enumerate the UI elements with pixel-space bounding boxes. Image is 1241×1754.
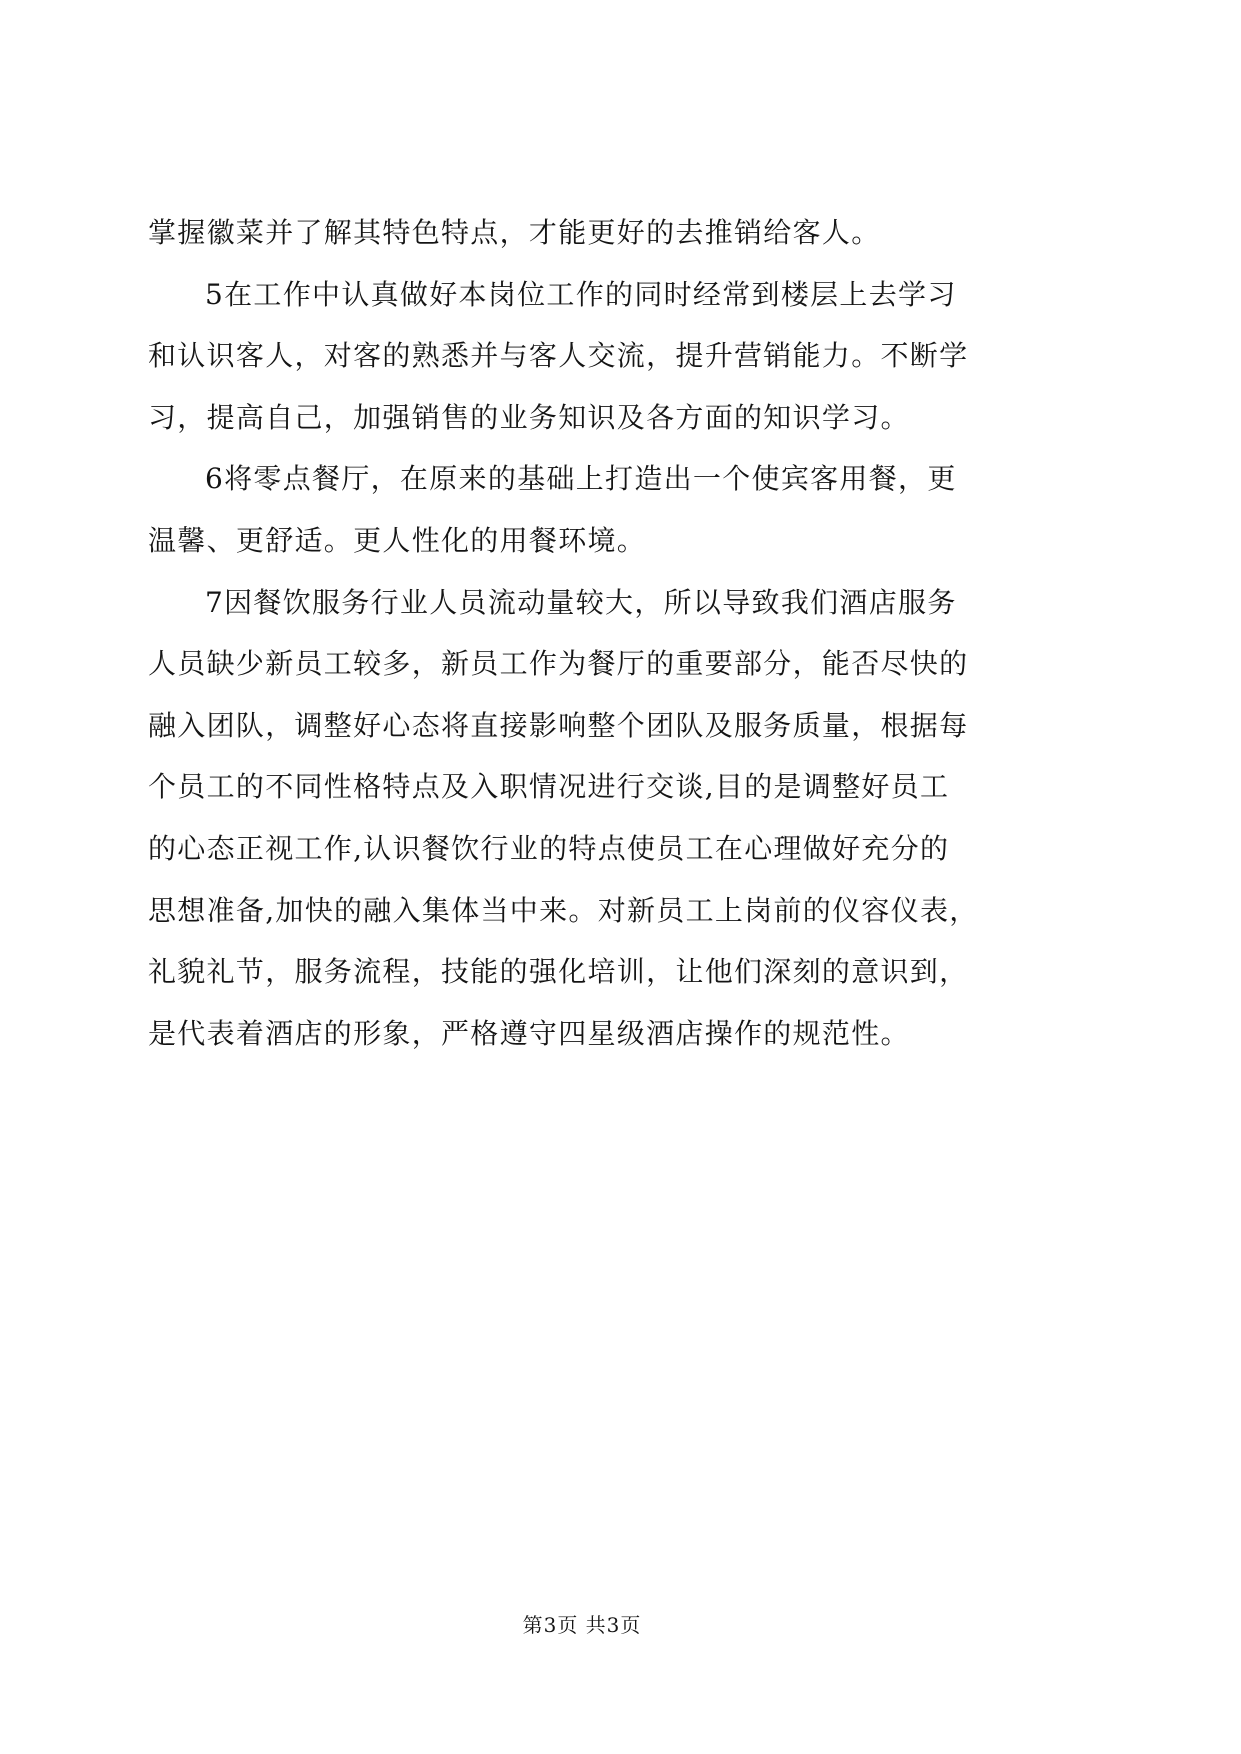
- body-text-line: 思想准备,加快的融入集体当中来。对新员工上岗前的仪容仪表，: [148, 893, 979, 927]
- paragraph-item-7: [148, 572, 1008, 1065]
- body-text-line: 温馨、更舒适。更人性化的用餐环境。: [148, 523, 647, 557]
- body-text-line: 礼貌礼节，服务流程，技能的强化培训，让他们深刻的意识到，: [148, 955, 969, 989]
- body-text-line: 掌握徽菜并了解其特色特点，才能更好的去推销给客人。: [148, 216, 881, 249]
- body-text-line: 习，提高自己，加强销售的业务知识及各方面的知识学习。: [148, 400, 910, 434]
- paragraph-item-5: [148, 264, 1008, 449]
- body-text-line: 7因餐饮服务行业人员流动量较大，所以导致我们酒店服务: [205, 585, 957, 619]
- body-text-line: 的心态正视工作,认识餐饮行业的特点使员工在心理做好充分的: [148, 831, 950, 865]
- body-text-line: 是代表着酒店的形象，严格遵守四星级酒店操作的规范性。: [148, 1016, 910, 1050]
- document-body: [148, 202, 1008, 1064]
- body-text-line: 个员工的不同性格特点及入职情况进行交谈,目的是调整好员工: [148, 770, 950, 804]
- paragraph-continuation: [148, 202, 1008, 264]
- body-text-line: 和认识客人，对客的熟悉并与客人交流，提升营销能力。不断学: [148, 339, 969, 373]
- body-text-line: 5在工作中认真做好本岗位工作的同时经常到楼层上去学习: [205, 277, 957, 311]
- paragraph-item-6: [148, 448, 1008, 571]
- page-number-footer: 第3页 共3页: [522, 1613, 642, 1637]
- body-text-line: 6将零点餐厅，在原来的基础上打造出一个使宾客用餐，更: [205, 462, 957, 496]
- body-text-line: 融入团队，调整好心态将直接影响整个团队及服务质量，根据每: [148, 708, 969, 742]
- body-text-line: 人员缺少新员工较多，新员工作为餐厅的重要部分，能否尽快的: [148, 647, 969, 681]
